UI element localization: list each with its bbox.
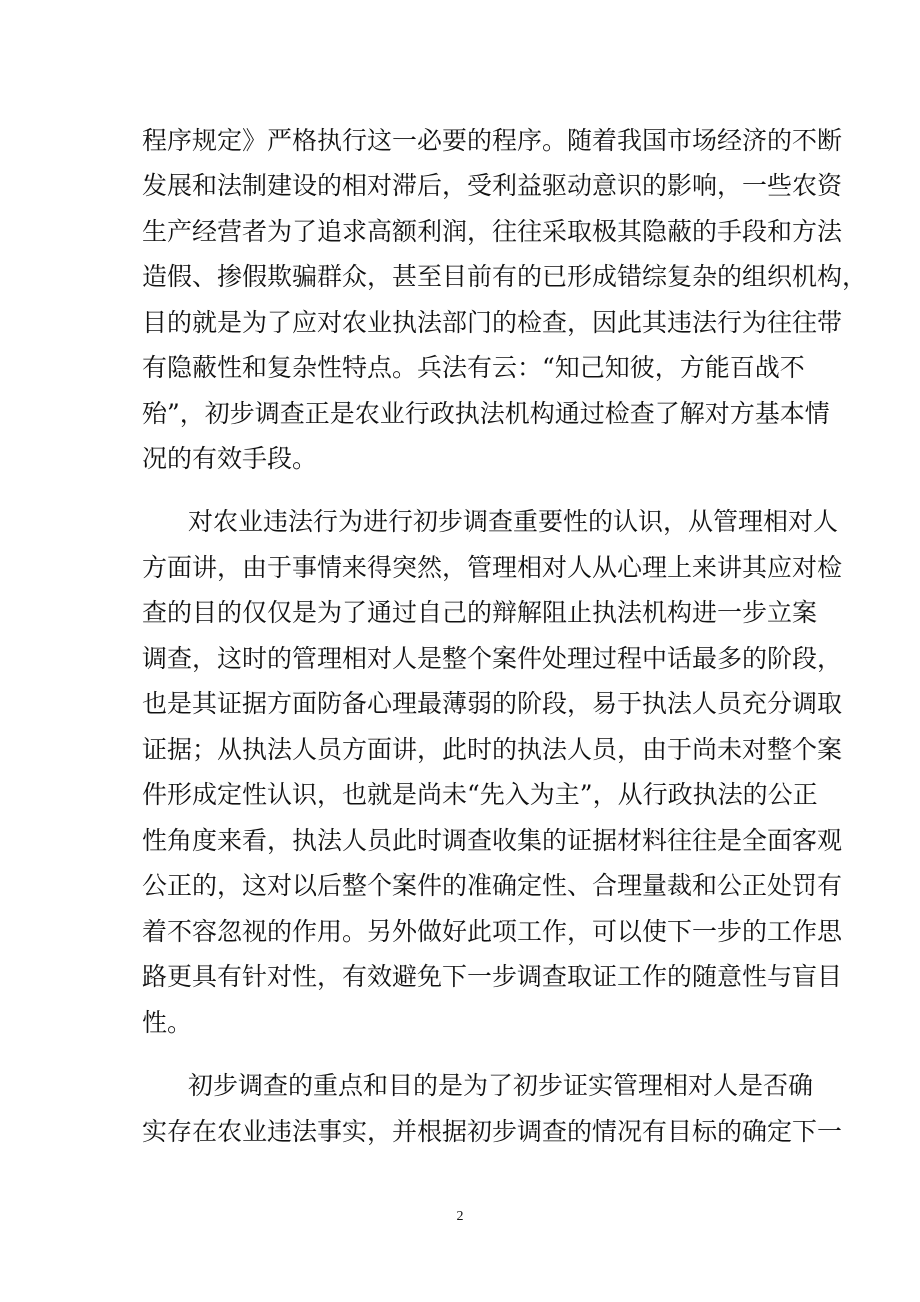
paragraph-2-line-3: 查的目的仅仅是为了通过自己的辩解阻止执法机构进一步立案 [142, 598, 818, 627]
paragraph-2-line-11: 路更具有针对性，有效避免下一步调查取证工作的随意性与盲目 [142, 962, 843, 991]
paragraph-2-line-7: 件形成定性认识，也就是尚未“先入为主”，从行政执法的公正 [142, 780, 818, 809]
paragraph-2-line-9: 公正的，这对以后整个案件的准确定性、合理量裁和公正处罚有 [142, 871, 843, 900]
paragraph-1-line-4: 造假、掺假欺骗群众，甚至目前有的已形成错综复杂的组织机构， [142, 262, 868, 291]
paragraph-3-line-1: 初步调查的重点和目的是为了初步证实管理相对人是否确 [188, 1071, 814, 1100]
paragraph-2-line-8: 性角度来看，执法人员此时调查收集的证据材料往往是全面客观 [142, 826, 843, 855]
paragraph-1-line-1: 程序规定》严格执行这一必要的程序。随着我国市场经济的不断 [142, 126, 843, 155]
page-number: 2 [456, 1209, 464, 1224]
paragraph-2-line-1: 对农业违法行为进行初步调查重要性的认识，从管理相对人 [188, 507, 839, 536]
paragraph-2-line-4: 调查，这时的管理相对人是整个案件处理过程中话最多的阶段， [142, 644, 843, 673]
paragraph-2-line-12: 性。 [142, 1008, 193, 1037]
paragraph-2-line-2: 方面讲，由于事情来得突然，管理相对人从心理上来讲其应对检 [142, 553, 843, 582]
paragraph-2-line-10: 着不容忽视的作用。另外做好此项工作，可以使下一步的工作思 [142, 917, 843, 946]
paragraph-3-line-2: 实存在农业违法事实，并根据初步调查的情况有目标的确定下一 [142, 1117, 843, 1146]
paragraph-2-line-5: 也是其证据方面防备心理最薄弱的阶段，易于执法人员充分调取 [142, 689, 843, 718]
paragraph-1-line-3: 生产经营者为了追求高额利润，往往采取极其隐蔽的手段和方法 [142, 217, 843, 246]
paragraph-1-line-8: 况的有效手段。 [142, 444, 318, 473]
paragraph-1-line-7: 殆”，初步调查正是农业行政执法机构通过检查了解对方基本情 [142, 399, 830, 428]
paragraph-1-line-6: 有隐蔽性和复杂性特点。兵法有云：“知己知彼，方能百战不 [142, 353, 805, 382]
paragraph-1-line-5: 目的就是为了应对农业执法部门的检查，因此其违法行为往往带 [142, 308, 843, 337]
paragraph-2-line-6: 证据；从执法人员方面讲，此时的执法人员，由于尚未对整个案 [142, 735, 843, 764]
paragraph-1-line-2: 发展和法制建设的相对滞后，受利益驱动意识的影响，一些农资 [142, 171, 843, 200]
